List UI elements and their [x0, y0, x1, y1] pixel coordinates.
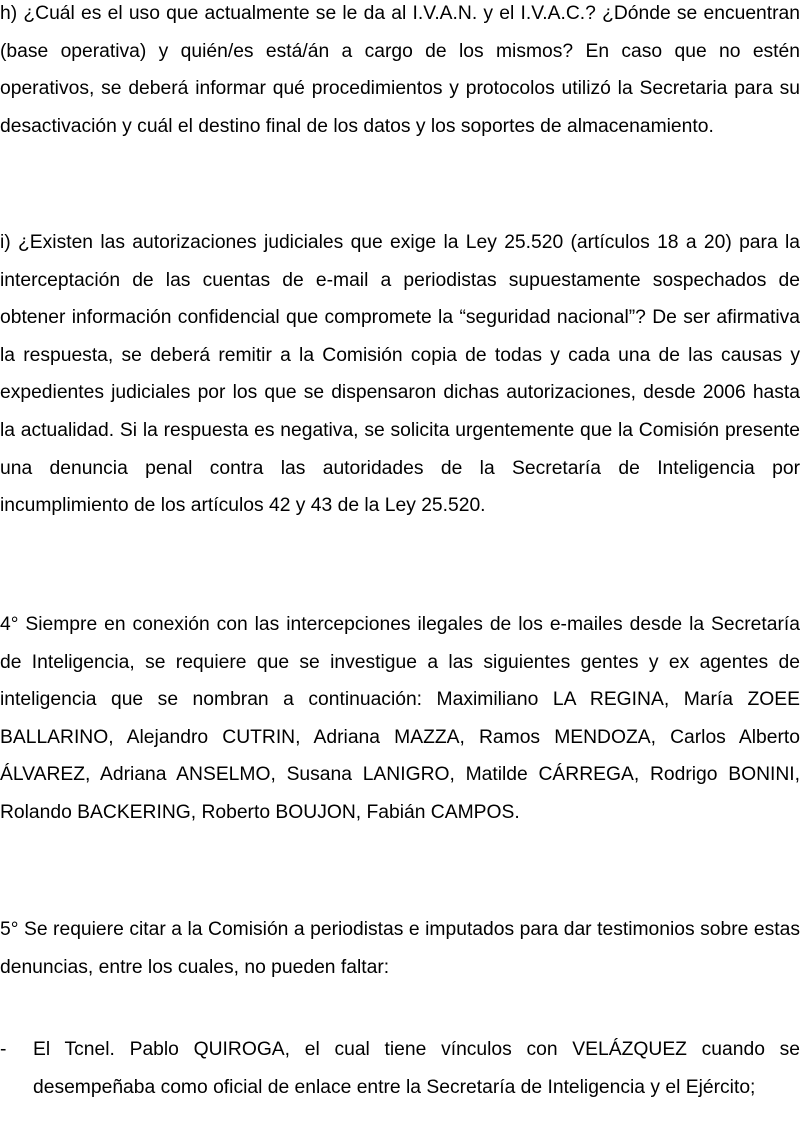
- bullet-text: El Tcnel. Pablo QUIROGA, el cual tiene vínculos con VELÁZQUEZ cuando se desempeñaba como oficial de enlace entre la Secretaría de Inteligencia y el Ejército;: [33, 1039, 800, 1098]
- paragraph-item-5: 5° Se requiere citar a la Comisión a periodistas e imputados para dar testimonios sobre estas denuncias, entre los cuales, no pueden faltar:: [0, 919, 800, 978]
- paragraph-i: i) ¿Existen las autorizaciones judiciales que exige la Ley 25.520 (artículos 18 a 20) para la interceptación de las cuentas de e-mail a periodistas supuestamente sospechados de obtener información confidencial que compromete la “seguridad nacional”? De ser afirmativa la respuesta, se deberá remitir a la Comisión copia de todas y cada una de las causas y expedientes judiciales por los que se dispensaron dichas autorizaciones, desde 2006 hasta la actualidad. Si la respuesta es negativa, se solicita urgentemente que la Comisión presente una denuncia penal contra las autoridades de la Secretaría de Inteligencia por incumplimiento de los artículos 42 y 43 de la Ley 25.520.: [0, 232, 800, 517]
- paragraph-h: h) ¿Cuál es el uso que actualmente se le da al I.V.A.N. y el I.V.A.C.? ¿Dónde se encuentran (base operativa) y quién/es está/án a cargo de los mismos? En caso que no estén operativos, se deberá informar qué procedimientos y protocolos utilizó la Secretaria para su desactivación y cuál el destino final de los datos y los soportes de almacenamiento.: [0, 3, 800, 137]
- paragraph-item-4: 4° Siempre en conexión con las intercepciones ilegales de los e-mailes desde la Secretaría de Inteligencia, se requiere que se investigue a las siguientes gentes y ex agentes de inteligencia que se nombran a continuación: Maximiliano LA REGINA, María ZOEE BALLARINO, Alejandro CUTRIN, Adriana MAZZA, Ramos MENDOZA, Carlos Alberto ÁLVAREZ, Adriana ANSELMO, Susana LANIGRO, Matilde CÁRREGA, Rodrigo BONINI, Rolando BACKERING, Roberto BOUJON, Fabián CAMPOS.: [0, 614, 800, 823]
- bullet-marker: -: [0, 1039, 7, 1060]
